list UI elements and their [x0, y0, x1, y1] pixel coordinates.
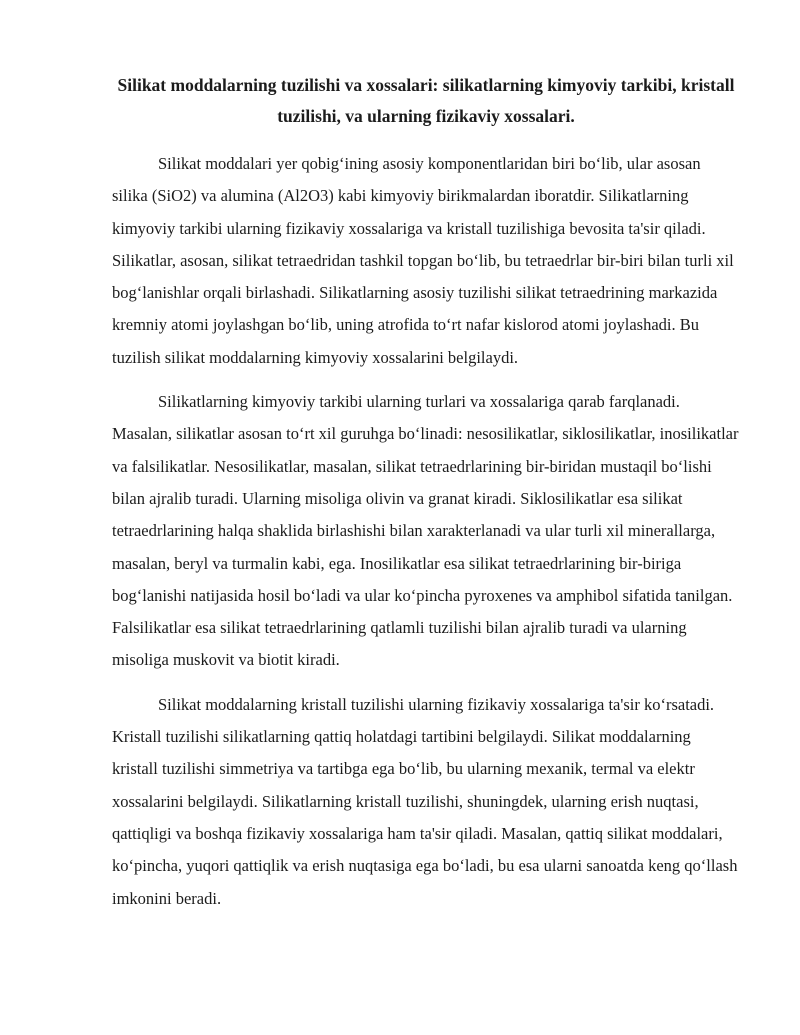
paragraph-1: Silikat moddalari yer qobig‘ining asosiy komponentlaridan biri bo‘lib, ular asosan silika (SiO2) va alumina (Al2O3) kabi kimyoviy birikmalardan iboratdir. Silikatlarning kimyoviy tarkibi ularning fizikaviy xossalariga va kristall tuzilishiga bevosita ta'sir qiladi. Silikatlar, asosan, silikat tetraedridan tashkil topgan bo‘lib, bu tetraedrlar bir-biri bilan turli xil bog‘lanishlar orqali birlashadi. Silikatlarning asosiy tuzilishi silikat tetraedrining markazida kremniy atomi joylashgan bo‘lib, uning atrofida to‘rt nafar kislorod atomi joylashadi. Bu tuzilish silikat moddalarning kimyoviy xossalarini belgilaydi. — [112, 154, 734, 367]
paragraph-2: Silikatlarning kimyoviy tarkibi ularning turlari va xossalariga qarab farqlanadi. Masalan, silikatlar asosan to‘rt xil guruhga bo‘linadi: nesosilikatlar, siklosilikatlar, inosilikatlar va falsilikatlar. Nesosilikatlar, masalan, silikat tetraedrlarining bir-biridan mustaqil bo‘lishi bilan ajralib turadi. Ularning misoliga olivin va granat kiradi. Siklosilikatlar esa silikat tetraedrlarining halqa shaklida birlashishi bilan xarakterlanadi va ular turli xil minerallarga, masalan, beryl va turmalin kabi, ega. Inosilikatlar esa silikat tetraedrlarining bir-biriga bog‘lanishi natijasida hosil bo‘ladi va ular ko‘pincha pyroxenes va amphibol sifatida tanilgan. Falsilikatlar esa silikat tetraedrlarining qatlamli tuzilishi bilan ajralib turadi va ularning misoliga muskovit va biotit kiradi. — [112, 392, 739, 670]
paragraph-3: Silikat moddalarning kristall tuzilishi ularning fizikaviy xossalariga ta'sir ko‘rsatadi. Kristall tuzilishi silikatlarning qattiq holatdagi tartibini belgilaydi. Silikat moddalarning kristall tuzilishi simmetriya va tartibga ega bo‘lib, bu ularning mexanik, termal va elektr xossalarini belgilaydi. Silikatlarning kristall tuzilishi, shuningdek, ularning erish nuqtasi, qattiqligi va boshqa fizikaviy xossalariga ham ta'sir qiladi. Masalan, qattiq silikat moddalari, ko‘pincha, yuqori qattiqlik va erish nuqtasiga ega bo‘ladi, bu esa ularni sanoatda keng qo‘llash imkonini beradi. — [112, 694, 738, 908]
document-title: Silikat moddalarning tuzilishi va xossalari: silikatlarning kimyoviy tarkibi, kristall tuzilishi, va ularning fizikaviy xossalari. — [117, 75, 735, 126]
